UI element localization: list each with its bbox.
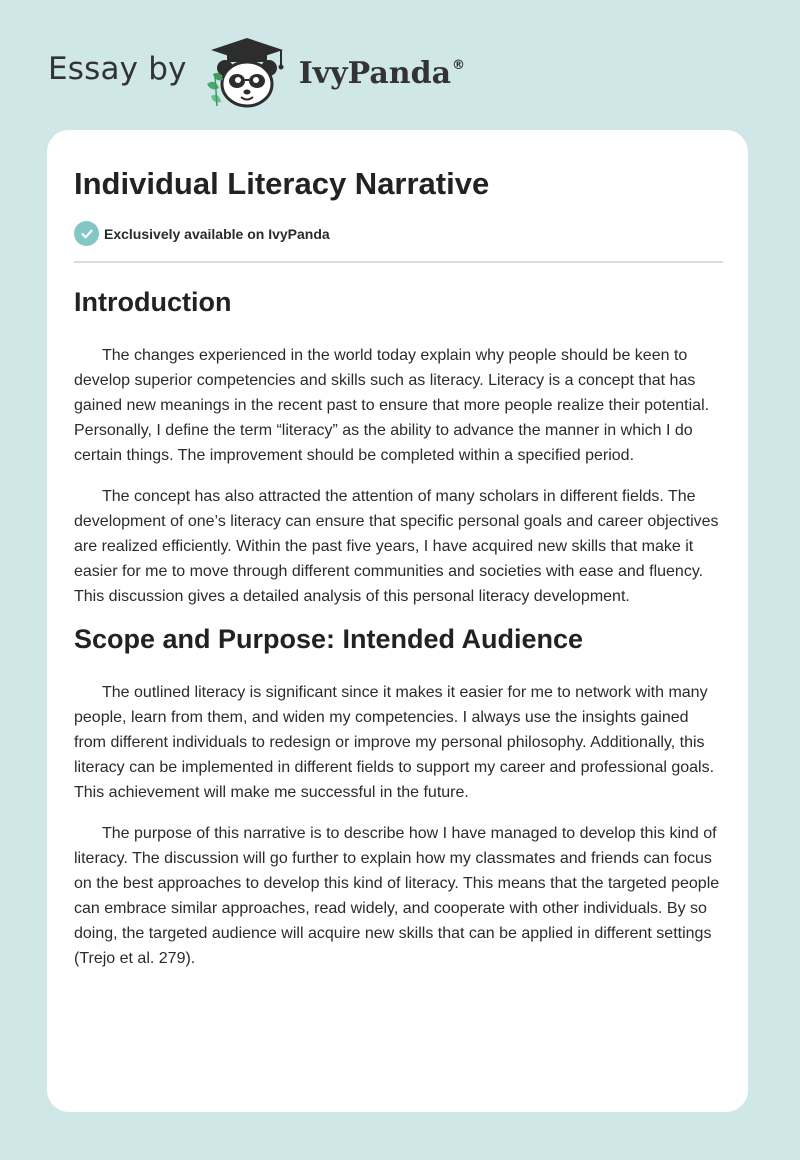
badge-label: Exclusively available on IvyPanda xyxy=(104,225,330,242)
paragraph: The purpose of this narrative is to describe how I have managed to develop this kind of literacy. The discussion will go further to explain how my classmates and friends can focus on the best approaches to develop this kind of literacy. This means that the targeted people can embrace similar approaches, read widely, and cooperate with other individuals. By so doing, the targeted audience will acquire new skills that can be applied in different settings (Trejo et al. 279). xyxy=(74,825,720,967)
exclusive-badge xyxy=(74,221,330,246)
site-header xyxy=(48,34,465,110)
section-heading-introduction: Introduction xyxy=(74,287,232,317)
registered-mark: ® xyxy=(452,57,466,73)
section-heading-scope-purpose: Scope and Purpose: Intended Audience xyxy=(74,624,584,654)
paragraph: The concept has also attracted the attention of many scholars in different fields. The development of one’s literacy can ensure that specific personal goals and career objectives are realized efficiently. Within the past five years, I have acquired new skills that make it easier for me to move through different communities and societies with ease and fluency. This discussion gives a detailed analysis of this personal literacy development. xyxy=(74,488,719,605)
essay-by-label: Essay by xyxy=(48,51,187,87)
paragraph: The outlined literacy is significant since it makes it easier for me to network with many people, learn from them, and widen my competencies. I always use the insights gained from different individuals to redesign or improve my personal philosophy. Additionally, this literacy can be implemented in different fields to support my career and professional goals. This achievement will make me successful in the future. xyxy=(74,684,715,801)
essay-card xyxy=(47,130,748,1112)
panda-graduate-icon[interactable] xyxy=(201,34,293,110)
brand-name[interactable]: IvyPanda® xyxy=(298,55,466,91)
essay-body xyxy=(74,280,724,971)
divider xyxy=(74,261,723,263)
paragraph: The changes experienced in the world today explain why people should be keen to develop superior competencies and skills such as literacy. Literacy is a concept that has gained new meanings in the recent past to ensure that more people realize their potential. Personally, I define the term “literacy” as the ability to advance the manner in which I do certain things. The improvement should be completed within a specified period. xyxy=(74,347,710,464)
page-title: Individual Literacy Narrative xyxy=(74,166,490,201)
check-icon xyxy=(74,221,99,246)
